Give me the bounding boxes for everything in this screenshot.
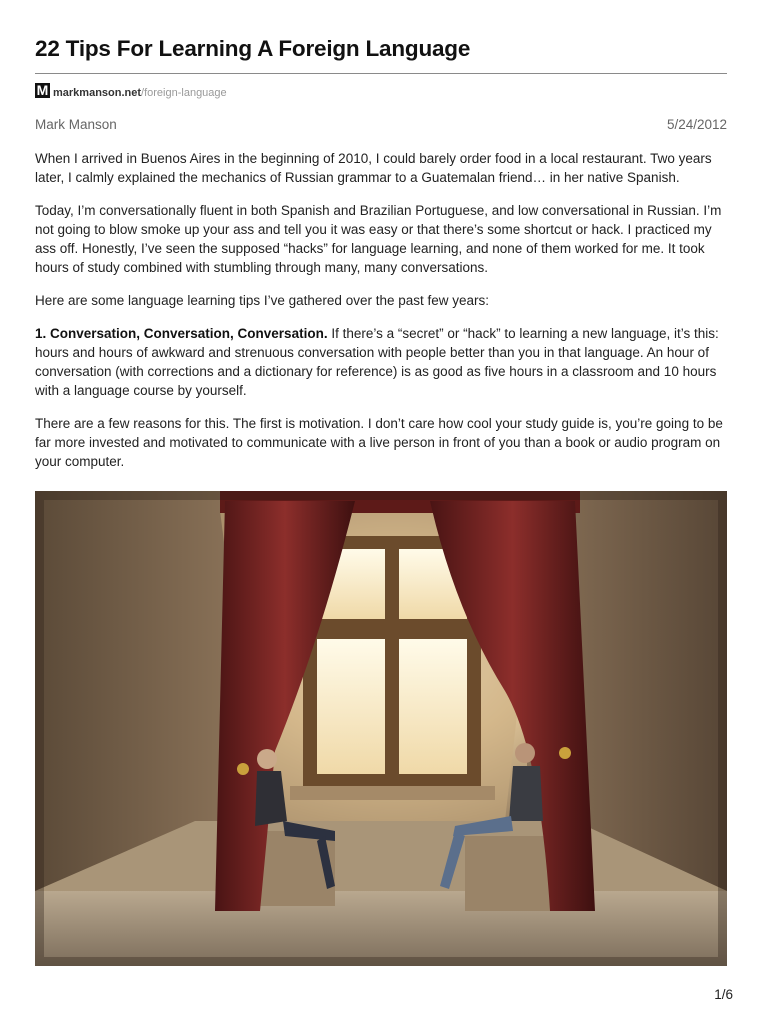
paragraph: Here are some language learning tips I’ve gathered over the past few years: xyxy=(35,293,490,308)
author-name: Mark Manson xyxy=(35,117,117,132)
tip-paragraph xyxy=(35,324,727,400)
tip-text: If there’s a “secret” or “hack” to learning a new language, it’s this: hours and hours of awkward and strenuous conversation with people better than you in that language. An hour of conversation (with corrections and a dictionary for reference) is as good as five hours in a classroom and 10 hours with a language course by yourself. xyxy=(35,326,719,398)
tip-heading: 1. Conversation, Conversation, Conversation. xyxy=(35,326,328,341)
article-photo xyxy=(35,491,727,966)
page-title: 22 Tips For Learning A Foreign Language xyxy=(35,36,471,61)
site-logo-icon: M xyxy=(36,81,49,98)
publish-date: 5/24/2012 xyxy=(666,117,727,132)
paragraph: Today, I’m conversationally fluent in both Spanish and Brazilian Portuguese, and low conversational in Russian. I’m not going to blow smoke up your ass and tell you it was easy or that there’s some shortcut or hack. I practiced my ass off. Honestly, I’ve seen the supposed “hacks” for language learning, and none of them worked for me. It took hours of study combined with stumbling through many, many conversations. xyxy=(35,203,722,275)
source-line xyxy=(35,80,227,100)
paragraph: When I arrived in Buenos Aires in the beginning of 2010, I could barely order food in a local restaurant. Two years later, I calmly explained the mechanics of Russian grammar to a Guatemalan friend… in her native Spanish. xyxy=(35,151,712,185)
page-number: 1/6 xyxy=(714,987,733,1002)
title-divider xyxy=(35,73,727,74)
article-body xyxy=(35,149,727,485)
paragraph: There are a few reasons for this. The first is motivation. I don’t care how cool your study guide is, you’re going to be far more invested and motivated to communicate with a live person in front of you than a book or audio program on your computer. xyxy=(35,416,723,469)
source-path[interactable]: /foreign-language xyxy=(141,87,227,99)
source-domain[interactable]: markmanson.net xyxy=(53,87,142,99)
